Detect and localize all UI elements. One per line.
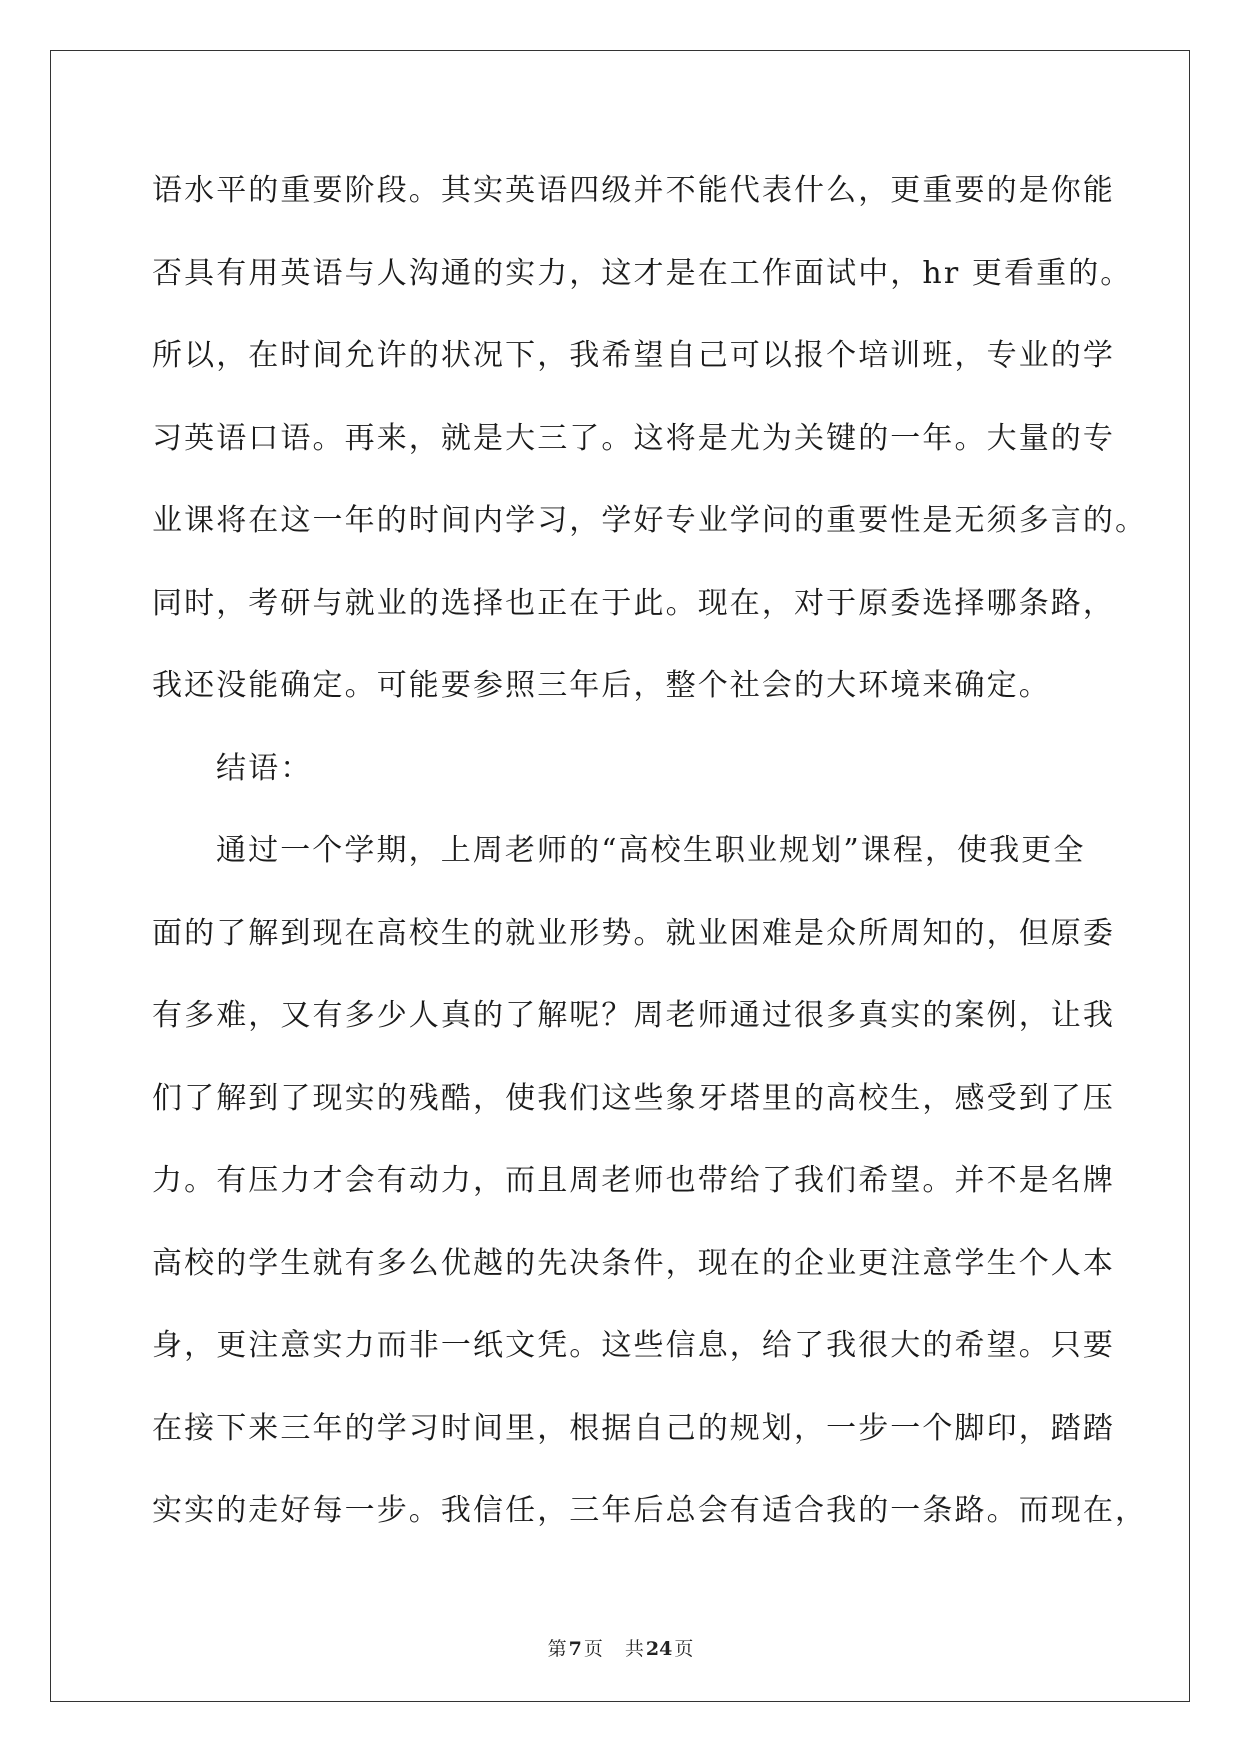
text-line: 通过一个学期，上周老师的“高校生职业规划”课程，使我更全 <box>216 833 1086 868</box>
text-line: 面的了解到现在高校生的就业形势。就业困难是众所周知的，但原委 <box>152 915 1115 951</box>
text-line: 否具有用英语与人沟通的实力，这才是在工作面试中，hr 更看重的。 <box>152 255 1133 291</box>
total-page-number: 24 <box>645 1638 673 1660</box>
page-label-suffix: 页 <box>583 1638 603 1660</box>
current-page-number: 7 <box>568 1638 582 1660</box>
text-line: 身，更注意实力而非一纸文凭。这些信息，给了我很大的希望。只要 <box>152 1328 1115 1363</box>
text-line: 我还没能确定。可能要参照三年后，整个社会的大环境来确定。 <box>152 668 1051 703</box>
text-line: 高校的学生就有多么优越的先决条件，现在的企业更注意学生个人本 <box>152 1245 1115 1281</box>
text-line: 语水平的重要阶段。其实英语四级并不能代表什么，更重要的是你能 <box>152 173 1115 208</box>
text-line: 业课将在这一年的时间内学习，学好专业学问的重要性是无须多言的。 <box>152 503 1148 538</box>
text-line: 实实的走好每一步。我信任，三年后总会有适合我的一条路。而现在， <box>152 1493 1148 1528</box>
page-label-prefix: 第 <box>547 1638 567 1660</box>
page-footer <box>0 1634 1241 1661</box>
text-line: 结语： <box>216 750 313 786</box>
text-line: 习英语口语。再来，就是大三了。这将是尤为关键的一年。大量的专 <box>152 420 1115 456</box>
text-line: 有多难，又有多少人真的了解呢？周老师通过很多真实的案例，让我 <box>152 998 1115 1033</box>
total-label-prefix: 共 <box>624 1638 644 1660</box>
text-line: 在接下来三年的学习时间里，根据自己的规划，一步一个脚印，踏踏 <box>152 1410 1115 1446</box>
text-line: 力。有压力才会有动力，而且周老师也带给了我们希望。并不是名牌 <box>152 1163 1115 1198</box>
text-line: 所以，在时间允许的状况下，我希望自己可以报个培训班，专业的学 <box>152 338 1115 373</box>
total-label-suffix: 页 <box>674 1638 694 1660</box>
text-line: 们了解到了现实的残酷，使我们这些象牙塔里的高校生，感受到了压 <box>152 1080 1115 1116</box>
text-line: 同时，考研与就业的选择也正在于此。现在，对于原委选择哪条路， <box>152 585 1115 621</box>
document-body <box>152 160 1148 1563</box>
